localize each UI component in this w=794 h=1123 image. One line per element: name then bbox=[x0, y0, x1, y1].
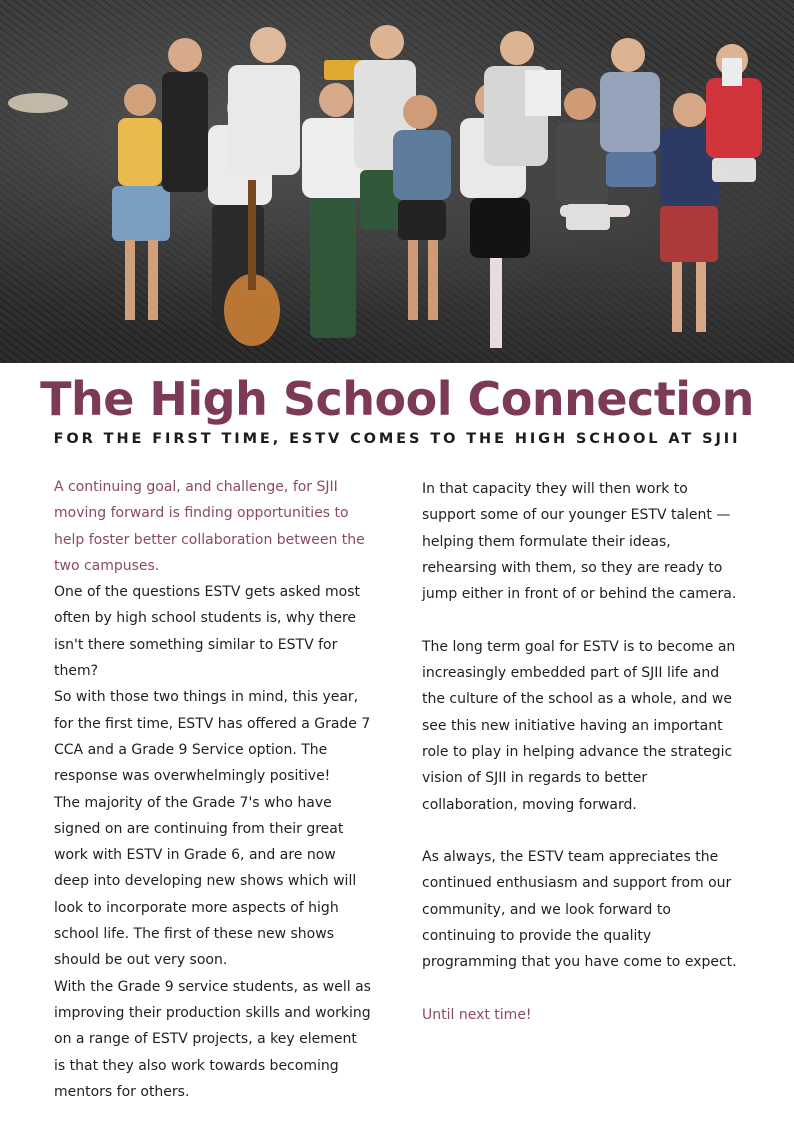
signoff-text: Until next time! bbox=[422, 1006, 532, 1023]
body-paragraph: As always, the ESTV team appreciates the continued enthusiasm and support from our community, and we look forward to continuing to provide the quality programming that you have come to expect. bbox=[422, 849, 737, 971]
right-column bbox=[422, 476, 742, 1028]
body-paragraph: So with those two things in mind, this year, for the first time, ESTV has offered a Grade 7 CCA and a Grade 9 Service option. The response was overwhelmingly positive! bbox=[54, 689, 371, 785]
students-group-photo-icon bbox=[0, 0, 794, 363]
hero-photo bbox=[0, 0, 794, 363]
intro-paragraph: A continuing goal, and challenge, for SJII moving forward is finding opportunities to help foster better collaboration between the two campuses. bbox=[54, 479, 365, 574]
paragraph-gap bbox=[422, 976, 742, 1002]
paragraph-gap bbox=[422, 607, 742, 633]
paragraph-gap bbox=[422, 818, 742, 844]
page-subtitle: FOR THE FIRST TIME, ESTV COMES TO THE HIGH SCHOOL AT SJII bbox=[53, 431, 741, 447]
body-paragraph: The long term goal for ESTV is to become an increasingly embedded part of SJII life and the culture of the school as a whole, and we see this new initiative having an important role to play in helping advance the strategic vision of SJII in regards to better collaboration, moving forward. bbox=[422, 638, 736, 813]
page-title: The High School Connection bbox=[40, 372, 754, 426]
left-column bbox=[54, 474, 372, 1105]
body-paragraph: In that capacity they will then work to support some of our younger ESTV talent — helping them formulate their ideas, rehearsing with them, so they are ready to jump either in front of or behind the camera. bbox=[422, 481, 737, 603]
body-paragraph: With the Grade 9 service students, as well as improving their production skills and working on a range of ESTV projects, a key element is that they also work towards becoming mentors for others. bbox=[54, 978, 371, 1100]
body-paragraph: The majority of the Grade 7's who have signed on are continuing from their great work with ESTV in Grade 6, and are now deep into developing new shows which will look to incorporate more aspects of high school life. The first of these new shows should be out very soon. bbox=[54, 794, 357, 969]
body-paragraph: One of the questions ESTV gets asked most often by high school students is, why there isn't there something similar to ESTV for them? bbox=[54, 584, 361, 680]
